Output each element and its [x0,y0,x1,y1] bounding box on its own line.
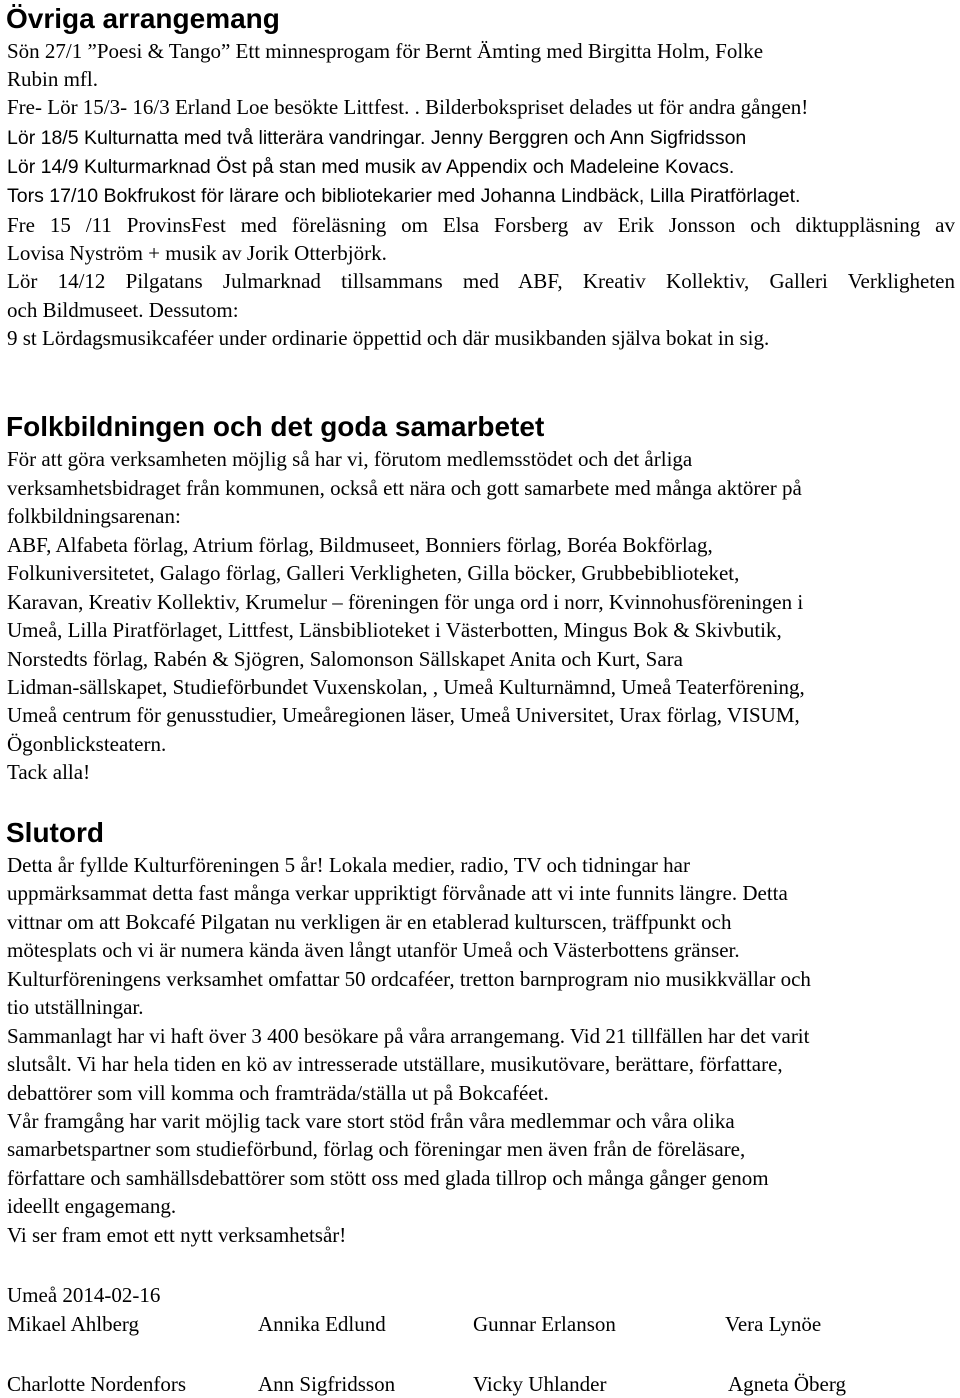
text-line: folkbildningsarenan: [7,504,181,528]
text-line: vittnar om att Bokcafé Pilgatan nu verkligen är en etablerad kulturscen, träffpunkt och [7,910,732,934]
text-line: ideellt engagemang. [7,1194,177,1218]
text-line: författare och samhällsdebattörer som stött oss med glada tillrop och många gånger genom [7,1166,769,1190]
text-line: Lör 14/12 Pilgatans Julmarknad tillsammans med ABF, Kreativ Kollektiv, Galleri Verkligheten [7,269,955,293]
text-line: ABF, Alfabeta förlag, Atrium förlag, Bildmuseet, Bonniers förlag, Boréa Bokförlag, [7,533,713,557]
text-line: Vi ser fram emot ett nytt verksamhetsår! [7,1223,347,1247]
text-line: 9 st Lördagsmusikcaféer under ordinarie öppettid och där musikbanden själva bokat in sig. [7,326,770,350]
signatory-name: Vera Lynöe [725,1312,822,1336]
text-line: Lör 18/5 Kulturnatta med två litterära vandringar. Jenny Berggren och Ann Sigfridsson [7,127,747,149]
signatory-name: Charlotte Nordenfors [7,1372,187,1396]
text-line: samarbetspartner som studieförbund, förlag och föreningar men även från de föreläsare, [7,1137,746,1161]
text-line: För att göra verksamheten möjlig så har vi, förutom medlemsstödet och det årliga [7,447,693,471]
text-line: Tack alla! [7,760,91,784]
text-line: Lovisa Nyström + musik av Jorik Otterbjörk. [7,241,387,265]
place-date: Umeå 2014-02-16 [7,1283,161,1307]
signatory-name: Mikael Ahlberg [7,1312,140,1336]
text-line: och Bildmuseet. Dessutom: [7,298,239,322]
section-heading-folkbildningen: Folkbildningen och det goda samarbetet [6,411,545,442]
text-line: Kulturföreningens verksamhet omfattar 50 ordcaféer, tretton barnprogram nio musikkvällar och [7,967,811,991]
text-line: slutsålt. Vi har hela tiden en kö av intresserade utställare, musikutövare, berättare, författare, [7,1052,783,1076]
text-line: Sön 27/1 ”Poesi & Tango” Ett minnesprogam för Bernt Ämting med Birgitta Holm, Folke [7,39,764,63]
text-line: Umeå, Lilla Piratförlaget, Littfest, Länsbiblioteket i Västerbotten, Mingus Bok & Skivbutik, [7,618,782,642]
text-line: Folkuniversitetet, Galago förlag, Galleri Verkligheten, Gilla böcker, Grubbebiblioteket, [7,561,740,585]
text-line: Fre- Lör 15/3- 16/3 Erland Loe besökte Littfest. . Bilderbokspriset delades ut för andra gången! [7,95,809,119]
text-line: verksamhetsbidraget från kommunen, också ett nära och gott samarbete med många aktörer på [7,476,802,500]
text-line: Umeå centrum för genusstudier, Umeåregionen läser, Umeå Universitet, Urax förlag, VISUM, [7,703,800,727]
text-line: Karavan, Kreativ Kollektiv, Krumelur – föreningen för unga ord i norr, Kvinnohusföreningen i [7,590,804,614]
text-line: Rubin mfl. [7,67,99,91]
text-line: Ögonblicksteatern. [7,732,167,756]
text-line: Fre 15 /11 ProvinsFest med föreläsning om Elsa Forsberg av Erik Jonsson och diktuppläsning av [7,213,955,237]
text-line: Norstedts förlag, Rabén & Sjögren, Salomonson Sällskapet Anita och Kurt, Sara [7,647,683,671]
text-line: Detta år fyllde Kulturföreningen 5 år! Lokala medier, radio, TV och tidningar har [7,853,690,877]
signatory-name: Agneta Öberg [728,1372,846,1396]
signatory-name: Gunnar Erlanson [473,1312,616,1336]
text-line: mötesplats och vi är numera kända även långt utanför Umeå och Västerbottens gränser. [7,938,740,962]
text-line: Vår framgång har varit möjlig tack vare stort stöd från våra medlemmar och våra olika [7,1109,735,1133]
text-line: Lör 14/9 Kulturmarknad Öst på stan med musik av Appendix och Madeleine Kovacs. [7,156,735,178]
text-line: Tors 17/10 Bokfrukost för lärare och bibliotekarier med Johanna Lindbäck, Lilla Piratförlaget. [7,185,801,207]
signatory-name: Annika Edlund [258,1312,386,1336]
signatory-name: Vicky Uhlander [473,1372,607,1396]
text-line: tio utställningar. [7,995,144,1019]
signatory-name: Ann Sigfridsson [258,1372,396,1396]
text-line: debattörer som vill komma och framträda/ställa ut på Bokcaféet. [7,1081,549,1105]
section-heading-slutord: Slutord [6,817,104,848]
section-heading-ovriga-arrangemang: Övriga arrangemang [6,3,280,34]
text-line: uppmärksammat detta fast många verkar uppriktigt förvånade att vi inte funnits längre. Detta [7,881,788,905]
text-line: Sammanlagt har vi haft över 3 400 besökare på våra arrangemang. Vid 21 tillfällen har det varit [7,1024,810,1048]
text-line: Lidman-sällskapet, Studieförbundet Vuxenskolan, , Umeå Kulturnämnd, Umeå Teaterförening, [7,675,805,699]
